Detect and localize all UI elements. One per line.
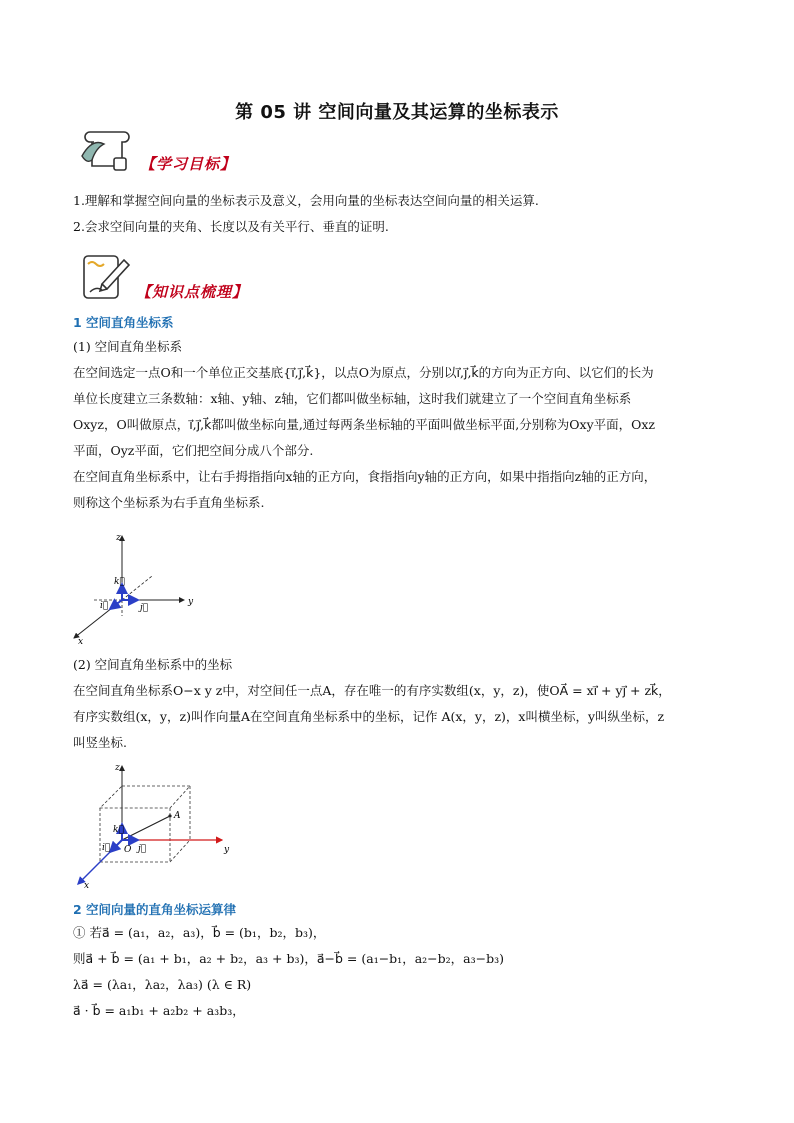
axes-figure [64,528,214,646]
knowledge-banner-label: 【知识点梳理】 [136,283,249,301]
oa-segment [122,816,170,840]
j-label: j⃗ [138,844,147,854]
section-1-heading: 1 空间直角坐标系 [73,315,174,330]
point-a-figure [66,760,236,890]
goal-item: 2.会求空间向量的夹角、长度以及有关平行、垂直的证明. [73,219,389,234]
x-label: x [78,637,84,646]
text-line: 叫竖坐标. [73,735,127,750]
i-vector [110,600,122,609]
section-1-coords [73,652,734,756]
y-label: y [188,597,194,607]
i-vector [110,840,122,852]
page-title: 第 05 讲 空间向量及其运算的坐标表示 [235,102,559,123]
z-label: z [115,763,120,773]
text-line: 平面，Oyz平面，它们把空间分成八个部分. [73,443,314,458]
o-label: O [124,845,132,855]
subheading: (2) 空间直角坐标系中的坐标 [73,657,233,672]
goals-banner [78,126,236,174]
y-label: y [224,845,230,855]
text-line: 在空间选定一点O和一个单位正交基底{i⃗,j⃗,k⃗}，以点O为原点，分别以i⃗,j⃗,k⃗的方向为正方向、以它们的长为 [73,365,654,380]
formula-line: λa⃗ = (λa₁，λa₂，λa₃) (λ ∈ R) [73,977,252,992]
j-label: j⃗ [140,603,149,613]
section-2-heading: 2 空间向量的直角坐标运算律 [73,902,237,917]
i-label: i⃗ [102,843,111,853]
x-label: x [84,881,90,890]
z-label: z [116,533,121,543]
text-line: 则称这个坐标系为右手直角坐标系. [73,495,265,510]
goals-list [73,188,734,240]
section-1-body [73,334,734,516]
scroll-quill-icon [78,126,138,174]
text-line: 在空间直角坐标系中，让右手拇指指向x轴的正方向，食指指向y轴的正方向，如果中指指向z轴的正方向， [73,469,657,484]
a-label: A [174,811,181,821]
formula-line: 则a⃗ + b⃗ = (a₁ + b₁，a₂ + b₂，a₃ + b₃)，a⃗−b⃗ = (a₁−b₁，a₂−b₂，a₃−b₃) [73,951,504,966]
k-label: k⃗ [114,577,125,587]
text-line: 在空间直角坐标系O−x y z中，对空间任一点A，存在唯一的有序实数组(x，y，z)，使OA⃗ = xi⃗ + yj⃗ + zk⃗， [73,683,671,698]
text-line: 单位长度建立三条数轴：x轴、y轴、z轴，它们都叫做坐标轴，这时我们就建立了一个空间直角坐标系 [73,391,632,406]
knowledge-banner [78,250,248,302]
section-2-body [73,920,734,1024]
text-line: 有序实数组(x，y，z)叫作向量A在空间直角坐标系中的坐标，记作 A(x，y，z)，x叫横坐标，y叫纵坐标，z [73,709,665,724]
notebook-pen-icon [78,250,134,302]
formula-line: ① 若a⃗ = (a₁，a₂，a₃)，b⃗ = (b₁，b₂，b₃)， [73,925,326,940]
formula-line: a⃗ · b⃗ = a₁b₁ + a₂b₂ + a₃b₃， [73,1003,245,1018]
goal-item: 1.理解和掌握空间向量的坐标表示及意义，会用向量的坐标表达空间向量的相关运算. [73,193,539,208]
goals-banner-label: 【学习目标】 [140,155,237,173]
k-label: k⃗ [113,825,124,835]
subheading: (1) 空间直角坐标系 [73,339,183,354]
text-line: Oxyz，O叫做原点，i⃗,j⃗,k⃗都叫做坐标向量,通过每两条坐标轴的平面叫做坐标平面,分别称为Oxy平面，Oxz [73,417,656,432]
i-label: i⃗ [100,601,109,611]
